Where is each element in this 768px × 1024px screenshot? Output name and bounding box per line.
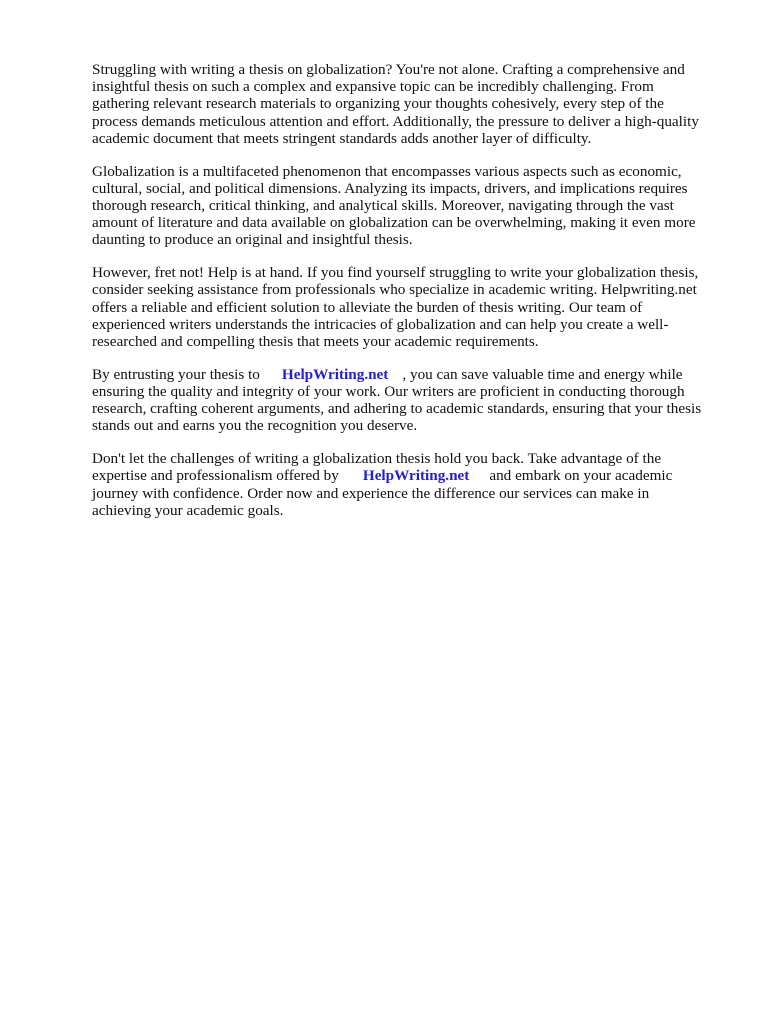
text-line: Don't let the challenges of writing a globalization thesis hold you back. Take advantage of the [92,450,662,468]
document-page [92,61,722,535]
text-line: consider seeking assistance from professionals who specialize in academic writing. Helpwriting.net [92,281,697,299]
text-line: experienced writers understands the intricacies of globalization and can help you create a well- [92,315,669,333]
paragraph-intro [92,61,722,147]
text-line: amount of literature and data available on globalization can be overwhelming, making it even more [92,214,696,232]
text-line: process demands meticulous attention and effort. Additionally, the pressure to deliver a high-quality [92,112,699,130]
text-line: stands out and earns you the recognition you deserve. [92,417,418,435]
text-segment: , you can save valuable time and energy while [402,365,683,383]
text-segment: By entrusting your thesis to [92,365,260,383]
text-line: research, crafting coherent arguments, and adhering to academic standards, ensuring that your thesis [92,400,702,418]
text-segment: and embark on your academic [489,467,673,485]
paragraph-entrust [92,366,722,435]
paragraph-closing [92,450,722,519]
text-line: However, fret not! Help is at hand. If you find yourself struggling to write your globalization thesis, [92,264,699,282]
paragraph-help [92,264,722,350]
text-line-with-link [92,467,722,484]
paragraph-globalization [92,163,722,249]
text-line: daunting to produce an original and insightful thesis. [92,231,413,249]
text-line: academic document that meets stringent standards adds another layer of difficulty. [92,129,592,147]
text-line: insightful thesis on such a complex and expansive topic can be incredibly challenging. From [92,78,654,96]
text-line: Globalization is a multifaceted phenomenon that encompasses various aspects such as economic, [92,162,682,180]
text-line: achieving your academic goals. [92,501,284,519]
text-line: thorough research, critical thinking, and analytical skills. Moreover, navigating through the vast [92,197,674,215]
text-line: Struggling with writing a thesis on globalization? You're not alone. Crafting a comprehensive and [92,61,685,78]
text-segment: expertise and professionalism offered by [92,467,339,485]
text-line: journey with confidence. Order now and experience the difference our services can make in [92,484,650,502]
text-line: offers a reliable and efficient solution to alleviate the burden of thesis writing. Our team of [92,298,643,316]
helpwriting-link[interactable]: HelpWriting.net [281,365,389,383]
text-line: gathering relevant research materials to organizing your thoughts cohesively, every step of the [92,95,664,113]
helpwriting-link[interactable]: HelpWriting.net [362,467,470,485]
text-line-with-link [92,366,722,383]
text-line: cultural, social, and political dimensions. Analyzing its impacts, drivers, and implications requires [92,179,688,197]
text-line: researched and compelling thesis that meets your academic requirements. [92,333,539,351]
text-line: ensuring the quality and integrity of your work. Our writers are proficient in conducting thorough [92,383,685,401]
